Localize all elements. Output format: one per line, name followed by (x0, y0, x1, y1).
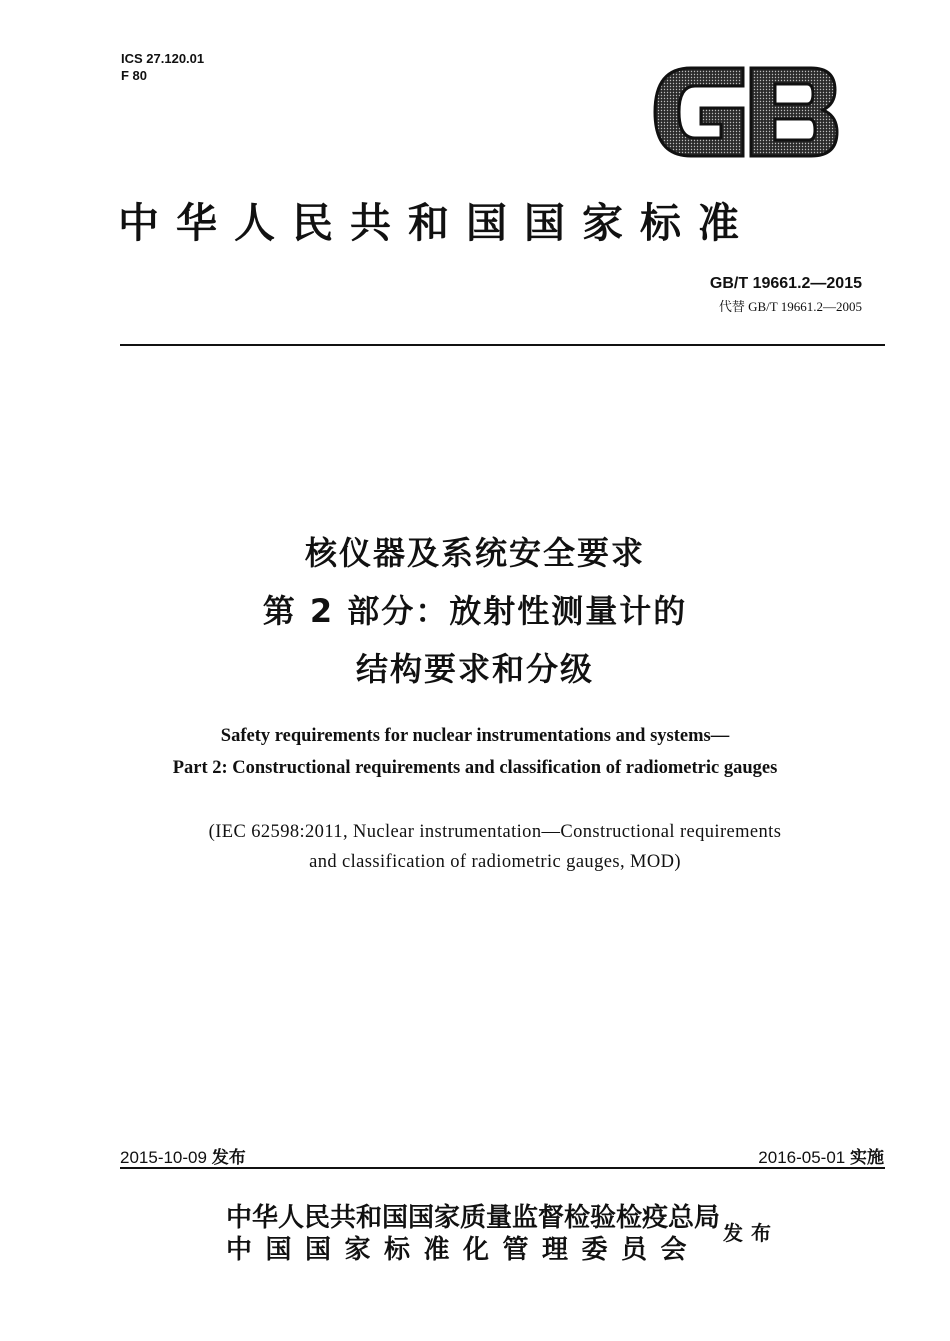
cn-title-line-1: 核仪器及系统安全要求 (304, 534, 645, 572)
issue-date-label: 发布 (211, 1148, 246, 1168)
iec-reference-line-1: (IEC 62598:2011, Nuclear instrumentation—Constructional requirements (208, 822, 782, 842)
gb-logo (651, 64, 839, 160)
cn-title-line-3: 结构要求和分级 (355, 650, 594, 688)
implement-date (758, 1143, 884, 1168)
en-title-line-1: Safety requirements for nuclear instrumentations and systems— (220, 726, 730, 746)
cn-title-line-2: 第 2 部分：放射性测量计的 (262, 592, 688, 630)
issue-date-value: 2015-10-09 (120, 1148, 207, 1167)
ccs-code: F 80 (121, 68, 148, 83)
iec-reference-line-2: and classification of radiometric gauges, MOD) (309, 852, 681, 872)
publish-label: 发布 (723, 1221, 779, 1245)
ics-code: ICS 27.120.01 (121, 51, 205, 66)
issuer-line-1: 中华人民共和国国家质量监督检验检疫总局 (226, 1203, 721, 1233)
implement-date-label: 实施 (850, 1148, 884, 1168)
bottom-divider (120, 1167, 885, 1169)
classification-codes (121, 50, 204, 84)
issue-date (120, 1143, 246, 1168)
standard-number: GB/T 19661.2—2015 (709, 275, 862, 292)
en-title-line-2: Part 2: Constructional requirements and classification of radiometric gauges (172, 758, 778, 778)
replaces-note: 代替 GB/T 19661.2—2005 (718, 299, 862, 314)
national-standard-heading: 中华人民共和国国家标准 (118, 199, 756, 247)
implement-date-value: 2016-05-01 (758, 1148, 846, 1167)
top-divider (120, 344, 885, 346)
issuer-line-2: 中国国家标准化管理委员会 (226, 1235, 701, 1265)
